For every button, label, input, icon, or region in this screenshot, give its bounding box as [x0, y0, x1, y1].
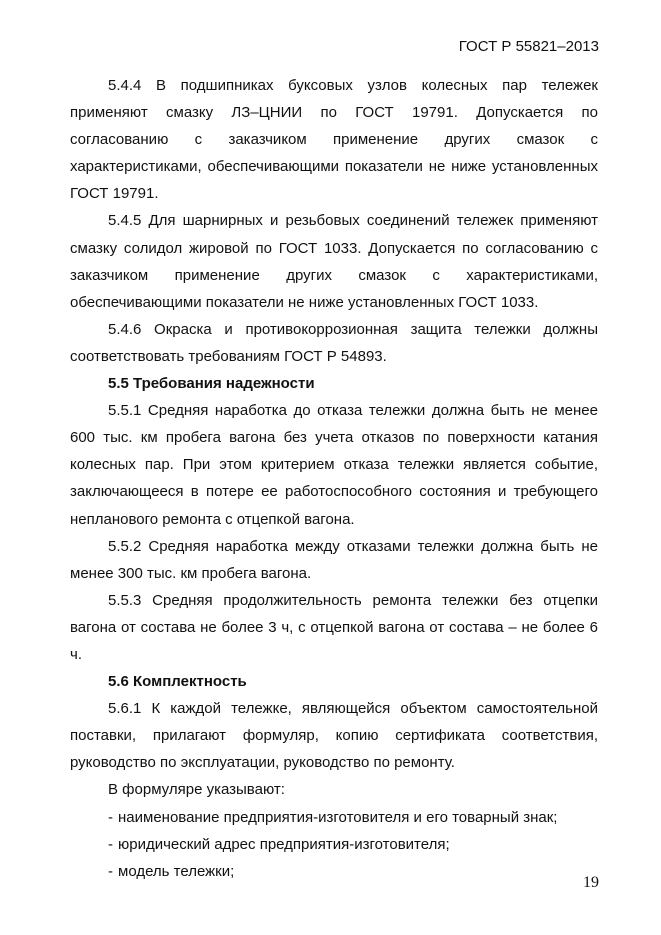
list-dash: - [108, 808, 113, 826]
paragraph-5-4-4: 5.4.4 В подшипниках буксовых узлов колесных пар тележек применяют смазку ЛЗ–ЦНИИ по ГОСТ 19791. Допускается по согласованию с заказчиком применение других смазок с характеристиками, обеспечивающими показатели не ниже установленных ГОСТ 19791. [70, 77, 598, 203]
list-item-text: юридический адрес предприятия-изготовителя; [118, 835, 450, 853]
page-number: 19 [583, 874, 599, 891]
list-dash: - [108, 862, 113, 880]
paragraph-5-5-1: 5.5.1 Средняя наработка до отказа тележки должна быть не менее 600 тыс. км пробега вагона без учета отказов по поверхности катания колесных пар. При этом критерием отказа тележки является событие, заключающееся в потере ее работоспособного состояния и требующего непланового ремонта с отцепкой вагона. [70, 402, 598, 528]
document-body [70, 72, 598, 885]
paragraph-5-5-2: 5.5.2 Средняя наработка между отказами тележки должна быть не менее 300 тыс. км пробега вагона. [70, 537, 598, 582]
paragraph-5-4-5: 5.4.5 Для шарнирных и резьбовых соединений тележек применяют смазку солидол жировой по ГОСТ 1033. Допускается по согласованию с заказчиком применение других смазок с характеристиками, обеспечивающими показатели не ниже установленных ГОСТ 1033. [70, 212, 598, 311]
paragraph-5-4-6: 5.4.6 Окраска и противокоррозионная защита тележки должны соответствовать требованиям ГОСТ Р 54893. [70, 320, 598, 365]
list-item-text: наименование предприятия-изготовителя и его товарный знак; [118, 808, 558, 826]
paragraph-5-5-3: 5.5.3 Средняя продолжительность ремонта тележки без отцепки вагона от состава не более 3 ч, с отцепкой вагона от состава – не более 6 ч. [70, 591, 598, 663]
section-heading-5-6: 5.6 Комплектность [108, 673, 247, 691]
list-item-text: модель тележки; [118, 862, 235, 880]
list-item [70, 858, 598, 885]
document-header-id: ГОСТ Р 55821–2013 [458, 38, 599, 55]
formular-list [70, 804, 598, 885]
paragraph-formular-intro: В формуляре указывают: [108, 781, 285, 799]
list-item [70, 804, 598, 831]
paragraph-5-6-1: 5.6.1 К каждой тележке, являющейся объектом самостоятельной поставки, прилагают формуляр, копию сертификата соответствия, руководство по эксплуатации, руководство по ремонту. [70, 700, 598, 772]
section-heading-5-5: 5.5 Требования надежности [108, 375, 315, 393]
list-dash: - [108, 835, 113, 853]
list-item [70, 831, 598, 858]
